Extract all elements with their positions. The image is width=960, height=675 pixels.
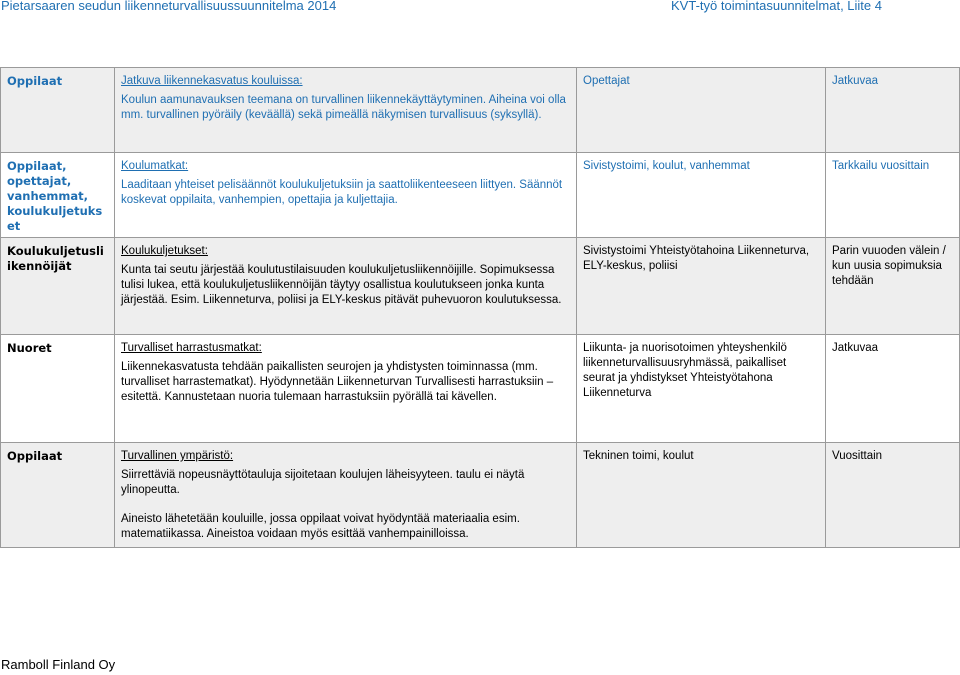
table-row-5-responsible: Tekninen toimi, koulut bbox=[577, 443, 826, 548]
action-title: Turvalliset harrastusmatkat: bbox=[121, 342, 262, 354]
action-body-2: Aineisto lähetetään kouluille, jossa oppilaat voivat hyödyntää materiaalia esim. matematiikassa. Aineistoa voidaan myös esittää vanhempainilloissa. bbox=[121, 513, 520, 540]
table-row-4-action bbox=[115, 335, 577, 443]
table-row-3-action bbox=[115, 238, 577, 335]
table-row-3-target: Koulukuljetusli ikennöijät bbox=[0, 238, 115, 335]
document-title: Pietarsaaren seudun liikenneturvallisuussuunnitelma 2014 bbox=[1, 0, 337, 13]
appendix-title: KVT-työ toimintasuunnitelmat, Liite 4 bbox=[671, 0, 882, 13]
table-row-5-action bbox=[115, 443, 577, 548]
table-row-2-schedule: Tarkkailu vuosittain bbox=[826, 153, 960, 238]
table-row-1-action bbox=[115, 68, 577, 153]
action-body: Liikennekasvatusta tehdään paikallisten seurojen ja yhdistysten toiminnassa (mm. turvalliset harrastematkat). Hyödynnetään Liikenneturvan Turvallisesti harrastuksiin –esitettä. Kannustetaan nuoria tulemaan harrastuksiin pyörällä tai kävellen. bbox=[121, 361, 554, 403]
table-row-3-responsible: Sivistystoimi Yhteistyötahoina Liikenneturva, ELY-keskus, poliisi bbox=[577, 238, 826, 335]
table-row-3-schedule: Parin vuuoden välein / kun uusia sopimuksia tehdään bbox=[826, 238, 960, 335]
table-row-2-action bbox=[115, 153, 577, 238]
action-title: Koulumatkat: bbox=[121, 160, 189, 172]
table-row-5-target: Oppilaat bbox=[0, 443, 115, 548]
table-row-4-schedule: Jatkuvaa bbox=[826, 335, 960, 443]
table-row-2-responsible: Sivistystoimi, koulut, vanhemmat bbox=[577, 153, 826, 238]
page-header bbox=[0, 0, 960, 16]
table-row-1-responsible: Opettajat bbox=[577, 68, 826, 153]
table-row-1-schedule: Jatkuvaa bbox=[826, 68, 960, 153]
company-footer: Ramboll Finland Oy bbox=[1, 657, 116, 672]
table-row-4-responsible: Liikunta- ja nuorisotoimen yhteyshenkilö liikenneturvallisuusryhmässä, paikalliset seurat ja yhdistykset Yhteistyötahona Liikenneturva bbox=[577, 335, 826, 443]
action-body: Koulun aamunavauksen teemana on turvallinen liikennekäyttäytyminen. Aiheina voi olla mm. turvallinen pyöräily (keväällä) sekä pimeällä näkymisen turvallisuus (syksyllä). bbox=[121, 94, 566, 121]
action-body: Siirrettäviä nopeusnäyttötauluja sijoitetaan koulujen läheisyyteen. taulu ei näytä ylinopeutta. bbox=[121, 469, 525, 496]
action-title: Koulukuljetukset: bbox=[121, 245, 208, 257]
action-title: Jatkuva liikennekasvatus kouluissa: bbox=[121, 75, 303, 87]
action-title: Turvallinen ympäristö: bbox=[121, 450, 234, 462]
table-row-5-schedule: Vuosittain bbox=[826, 443, 960, 548]
table-row-1-target: Oppilaat bbox=[0, 68, 115, 153]
action-body: Laaditaan yhteiset pelisäännöt koulukuljetuksiin ja saattoliikenteeseen liittyen. Säännöt koskevat oppilaita, vanhempien, opettajia ja kuljettajia. bbox=[121, 179, 563, 206]
table-row-4-target: Nuoret bbox=[0, 335, 115, 443]
action-body: Kunta tai seutu järjestää koulutustilaisuuden koulukuljetusliikennöijille. Sopimuksessa tulisi lukea, että koulukuljetusliikennöijän täytyy osallistua koulutukseen jonka kunta järjestää. Esim. Liikenneturva, poliisi ja ELY-keskus pitävät puhevuoron koulutuksessa. bbox=[121, 264, 562, 306]
action-plan-table bbox=[0, 67, 960, 548]
table-row-2-target: Oppilaat, opettajat, vanhemmat, koulukuljetuks et bbox=[0, 153, 115, 238]
